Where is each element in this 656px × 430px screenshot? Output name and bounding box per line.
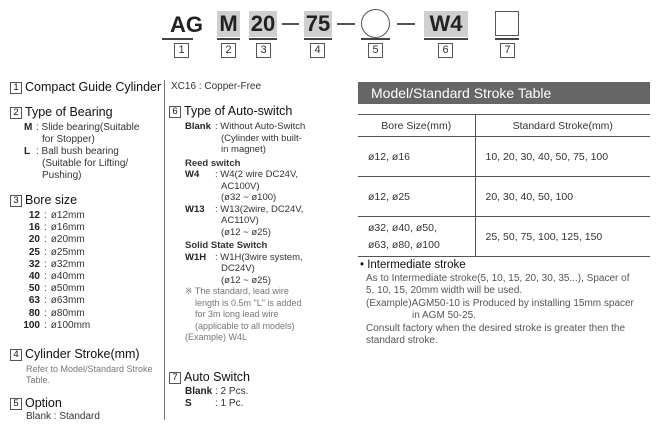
section-3: 3 Bore size 12 : ø12mm 16 : ø16mm 20 : ø20mm 25 : ø25mm 32 : ø32mm 40 : ø40mm 50 : ø50mm 63 : ø63mm 80 : ø80mm 100 : ø100mm [10, 193, 160, 332]
code-underline [217, 38, 240, 40]
dash [282, 23, 299, 25]
code-underline [162, 38, 193, 40]
section-title: Compact Guide Cylinder [25, 80, 162, 94]
bore-size-item: 16 : ø16mm [28, 222, 85, 234]
code-number: 4 [310, 43, 325, 58]
code-number: 5 [368, 43, 383, 58]
bore-size-item: 100 : ø100mm [23, 319, 91, 331]
code-underline [249, 38, 277, 40]
section-2: 2 Type of Bearing M : Slide bearing(Suitable for Stopper) L : Ball bush bearing (Suitable for Lifting/ Pushing) [10, 105, 160, 182]
code-number: 3 [256, 43, 271, 58]
intermediate-stroke-note: • Intermediate stroke As to Intermediate stroke(5, 10, 15, 20, 30, 35...), Spacer of 5, 10, 15, 20mm width will be used. (Example)AGM50-10 is Produced by installing 15mm spacer in AGM 50-25. Consult factory when the desired stroke is greater then the standard stroke. [360, 259, 652, 348]
code-switch: W4 [424, 11, 468, 37]
intermediate-title: • Intermediate stroke [360, 259, 466, 271]
section-title: Bore size [25, 193, 78, 207]
code-qty-box [495, 11, 519, 36]
code-number: 6 [438, 43, 453, 58]
code-bearing: M [217, 11, 240, 37]
table-header: Standard Stroke(mm) [475, 115, 650, 137]
stroke-table [358, 114, 650, 257]
code-underline [495, 38, 519, 40]
code-underline [361, 38, 390, 40]
table-header: Bore Size(mm) [358, 115, 475, 137]
code-bore: 20 [250, 11, 276, 36]
section-title: Type of Bearing [25, 105, 113, 119]
column-divider [164, 80, 165, 420]
code-underline [424, 38, 468, 40]
bore-size-item: 25 : ø25mm [28, 246, 85, 258]
bore-size-item: 40 : ø40mm [28, 271, 85, 283]
table-row: ø32, ø40, ø50, ø63, ø80, ø100 25, 50, 75, 100, 125, 150 [358, 217, 650, 257]
bore-list [10, 210, 160, 332]
section-1: 1 Compact Guide Cylinder [10, 80, 161, 97]
code-number: 1 [174, 43, 189, 58]
code-underline [304, 38, 332, 40]
dash [397, 23, 415, 25]
bore-size-item: 32 : ø32mm [28, 258, 85, 270]
code-option-circle [361, 9, 390, 38]
bore-size-item: 63 : ø63mm [28, 295, 85, 307]
table-row: ø12, ø16 10, 20, 30, 40, 50, 75, 100 [358, 137, 650, 177]
section-6: 6 Type of Auto-switch Blank : Without Auto-Switch (Cylinder with built- in magnet) Reed switch W4 : W4(2 wire DC24V, AC100V) (ø32 ~ ø100) W13 : W13(2wire, DC24V, AC110V) (ø12 ~ ø25) Solid State Switch W1H : W1H(3wire system, DC24V) (ø12 ~ ø25) ※ The standard, lead wire length is 0.5m "L" is added for 3m long lead wire (applicable to all models) (Example) W4L [169, 104, 349, 344]
bore-size-item: 80 : ø80mm [28, 307, 85, 319]
section-7: 7 Auto Switch Blank : 2 Pcs. S : 1 Pc. [169, 370, 339, 410]
section-title: Type of Auto-switch [184, 104, 293, 118]
bore-size-item: 20 : ø20mm [28, 234, 85, 246]
dash [337, 23, 355, 25]
table-row: ø12, ø25 20, 30, 40, 50, 100 [358, 177, 650, 217]
section-title: Option [25, 396, 62, 410]
section-5: 5 Option Blank : Standard [10, 396, 160, 423]
section-4: 4 Cylinder Stroke(mm) Refer to Model/Standard Stroke Table. [10, 347, 160, 386]
code-number: 7 [500, 43, 515, 58]
bore-size-item: 50 : ø50mm [28, 283, 85, 295]
code-stroke: 75 [305, 11, 331, 36]
stroke-table-title: Model/Standard Stroke Table [358, 82, 650, 104]
code-number: 2 [221, 43, 236, 58]
section-title: Cylinder Stroke(mm) [25, 347, 140, 361]
section-title: Auto Switch [184, 370, 251, 384]
xc16-option: XC16 : Copper-Free [171, 81, 262, 92]
code-prefix: AG [170, 12, 203, 37]
bore-size-item: 12 : ø12mm [28, 210, 85, 221]
